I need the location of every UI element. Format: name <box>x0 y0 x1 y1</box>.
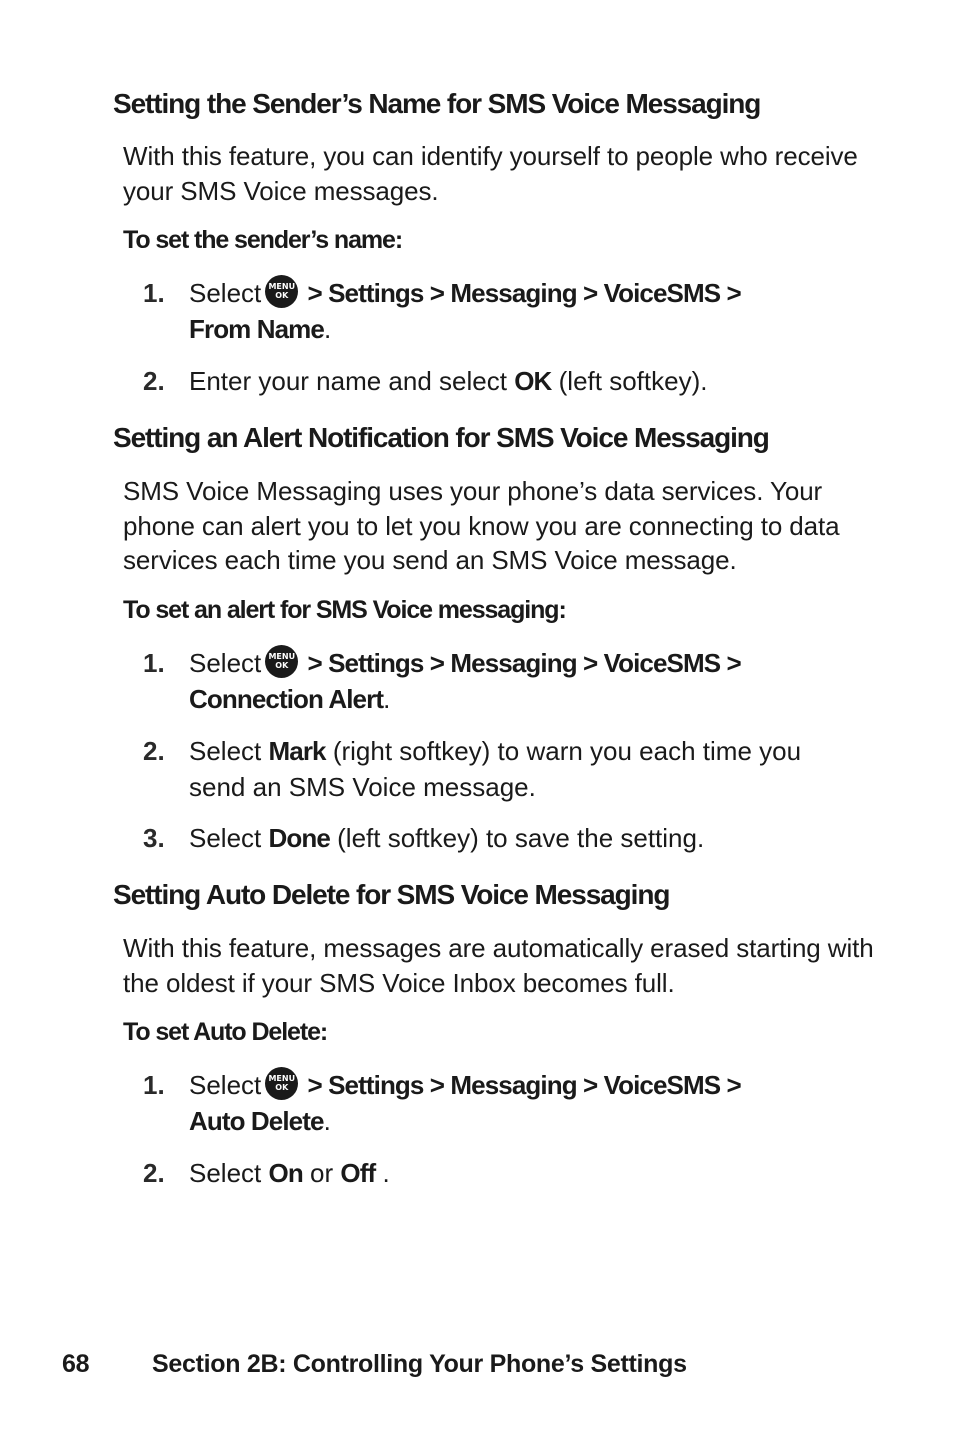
menu-path: > Settings > Messaging > VoiceSMS > <box>307 1070 741 1100</box>
step-number: 1. <box>143 648 165 678</box>
menu-ok-key-icon[interactable]: MENU OK <box>265 1067 298 1100</box>
step-3-set-alert <box>143 820 843 856</box>
step-verb: Select <box>189 648 262 678</box>
step-number: 1. <box>143 1070 165 1100</box>
step-text: Select MENU OK > Settings > Messaging > VoiceSMS > Auto Delete. <box>189 1067 843 1139</box>
option-off-label: Off <box>340 1158 376 1188</box>
step-1-set-alert <box>143 645 843 717</box>
step-number: 1. <box>143 278 165 308</box>
section-intro-alert-notification: SMS Voice Messaging uses your phone’s data services. Your phone can alert you to let you know you are connecting to data services each time you send an SMS Voice message. <box>123 476 840 575</box>
menu-ok-key-icon[interactable]: MENU OK <box>265 645 298 678</box>
step-text: Select On or Off . <box>189 1158 390 1188</box>
menu-path: > Settings > Messaging > VoiceSMS > <box>307 648 741 678</box>
menu-path: > Settings > Messaging > VoiceSMS > <box>307 278 741 308</box>
softkey-label: OK <box>514 366 552 396</box>
step-1-set-senders-name <box>143 275 843 347</box>
menu-target: From Name <box>189 314 324 344</box>
step-text: Enter your name and select OK (left softkey). <box>189 366 708 396</box>
menu-target: Auto Delete <box>189 1106 324 1136</box>
step-number: 2. <box>143 736 165 766</box>
section-intro-senders-name: With this feature, you can identify yourself to people who receive your SMS Voice messages. <box>123 141 858 206</box>
step-2-set-alert <box>143 733 843 805</box>
step-number: 3. <box>143 823 165 853</box>
softkey-label: Mark <box>268 736 326 766</box>
option-on-label: On <box>268 1158 303 1188</box>
step-2-set-auto-delete <box>143 1155 843 1191</box>
step-text: Select Done (left softkey) to save the setting. <box>189 823 705 853</box>
step-verb: Select <box>189 1070 262 1100</box>
step-number: 2. <box>143 366 165 396</box>
menu-ok-key-icon[interactable]: MENU OK <box>265 275 298 308</box>
step-text: Select Mark (right softkey) to warn you each time you send an SMS Voice message. <box>189 736 802 802</box>
step-2-set-senders-name <box>143 363 843 399</box>
section-heading-alert-notification: Setting an Alert Notification for SMS Voice Messaging <box>113 422 769 453</box>
softkey-label: Done <box>268 823 330 853</box>
menu-target: Connection Alert <box>189 684 384 714</box>
page-number: 68 <box>62 1350 90 1378</box>
step-text: Select MENU OK > Settings > Messaging > VoiceSMS > From Name. <box>189 275 843 347</box>
section-heading-senders-name: Setting the Sender’s Name for SMS Voice Messaging <box>113 88 761 119</box>
section-intro-auto-delete: With this feature, messages are automatically erased starting with the oldest if your SMS Voice Inbox becomes full. <box>123 933 874 998</box>
step-1-set-auto-delete <box>143 1067 843 1139</box>
procedure-label-senders-name: To set the sender’s name: <box>123 226 403 254</box>
procedure-label-alert-notification: To set an alert for SMS Voice messaging: <box>123 596 566 624</box>
step-number: 2. <box>143 1158 165 1188</box>
footer-section-title: Section 2B: Controlling Your Phone’s Settings <box>152 1350 687 1378</box>
section-heading-auto-delete: Setting Auto Delete for SMS Voice Messaging <box>113 879 670 910</box>
step-text: Select MENU OK > Settings > Messaging > VoiceSMS > Connection Alert. <box>189 645 843 717</box>
procedure-label-auto-delete: To set Auto Delete: <box>123 1018 328 1046</box>
step-verb: Select <box>189 278 262 308</box>
